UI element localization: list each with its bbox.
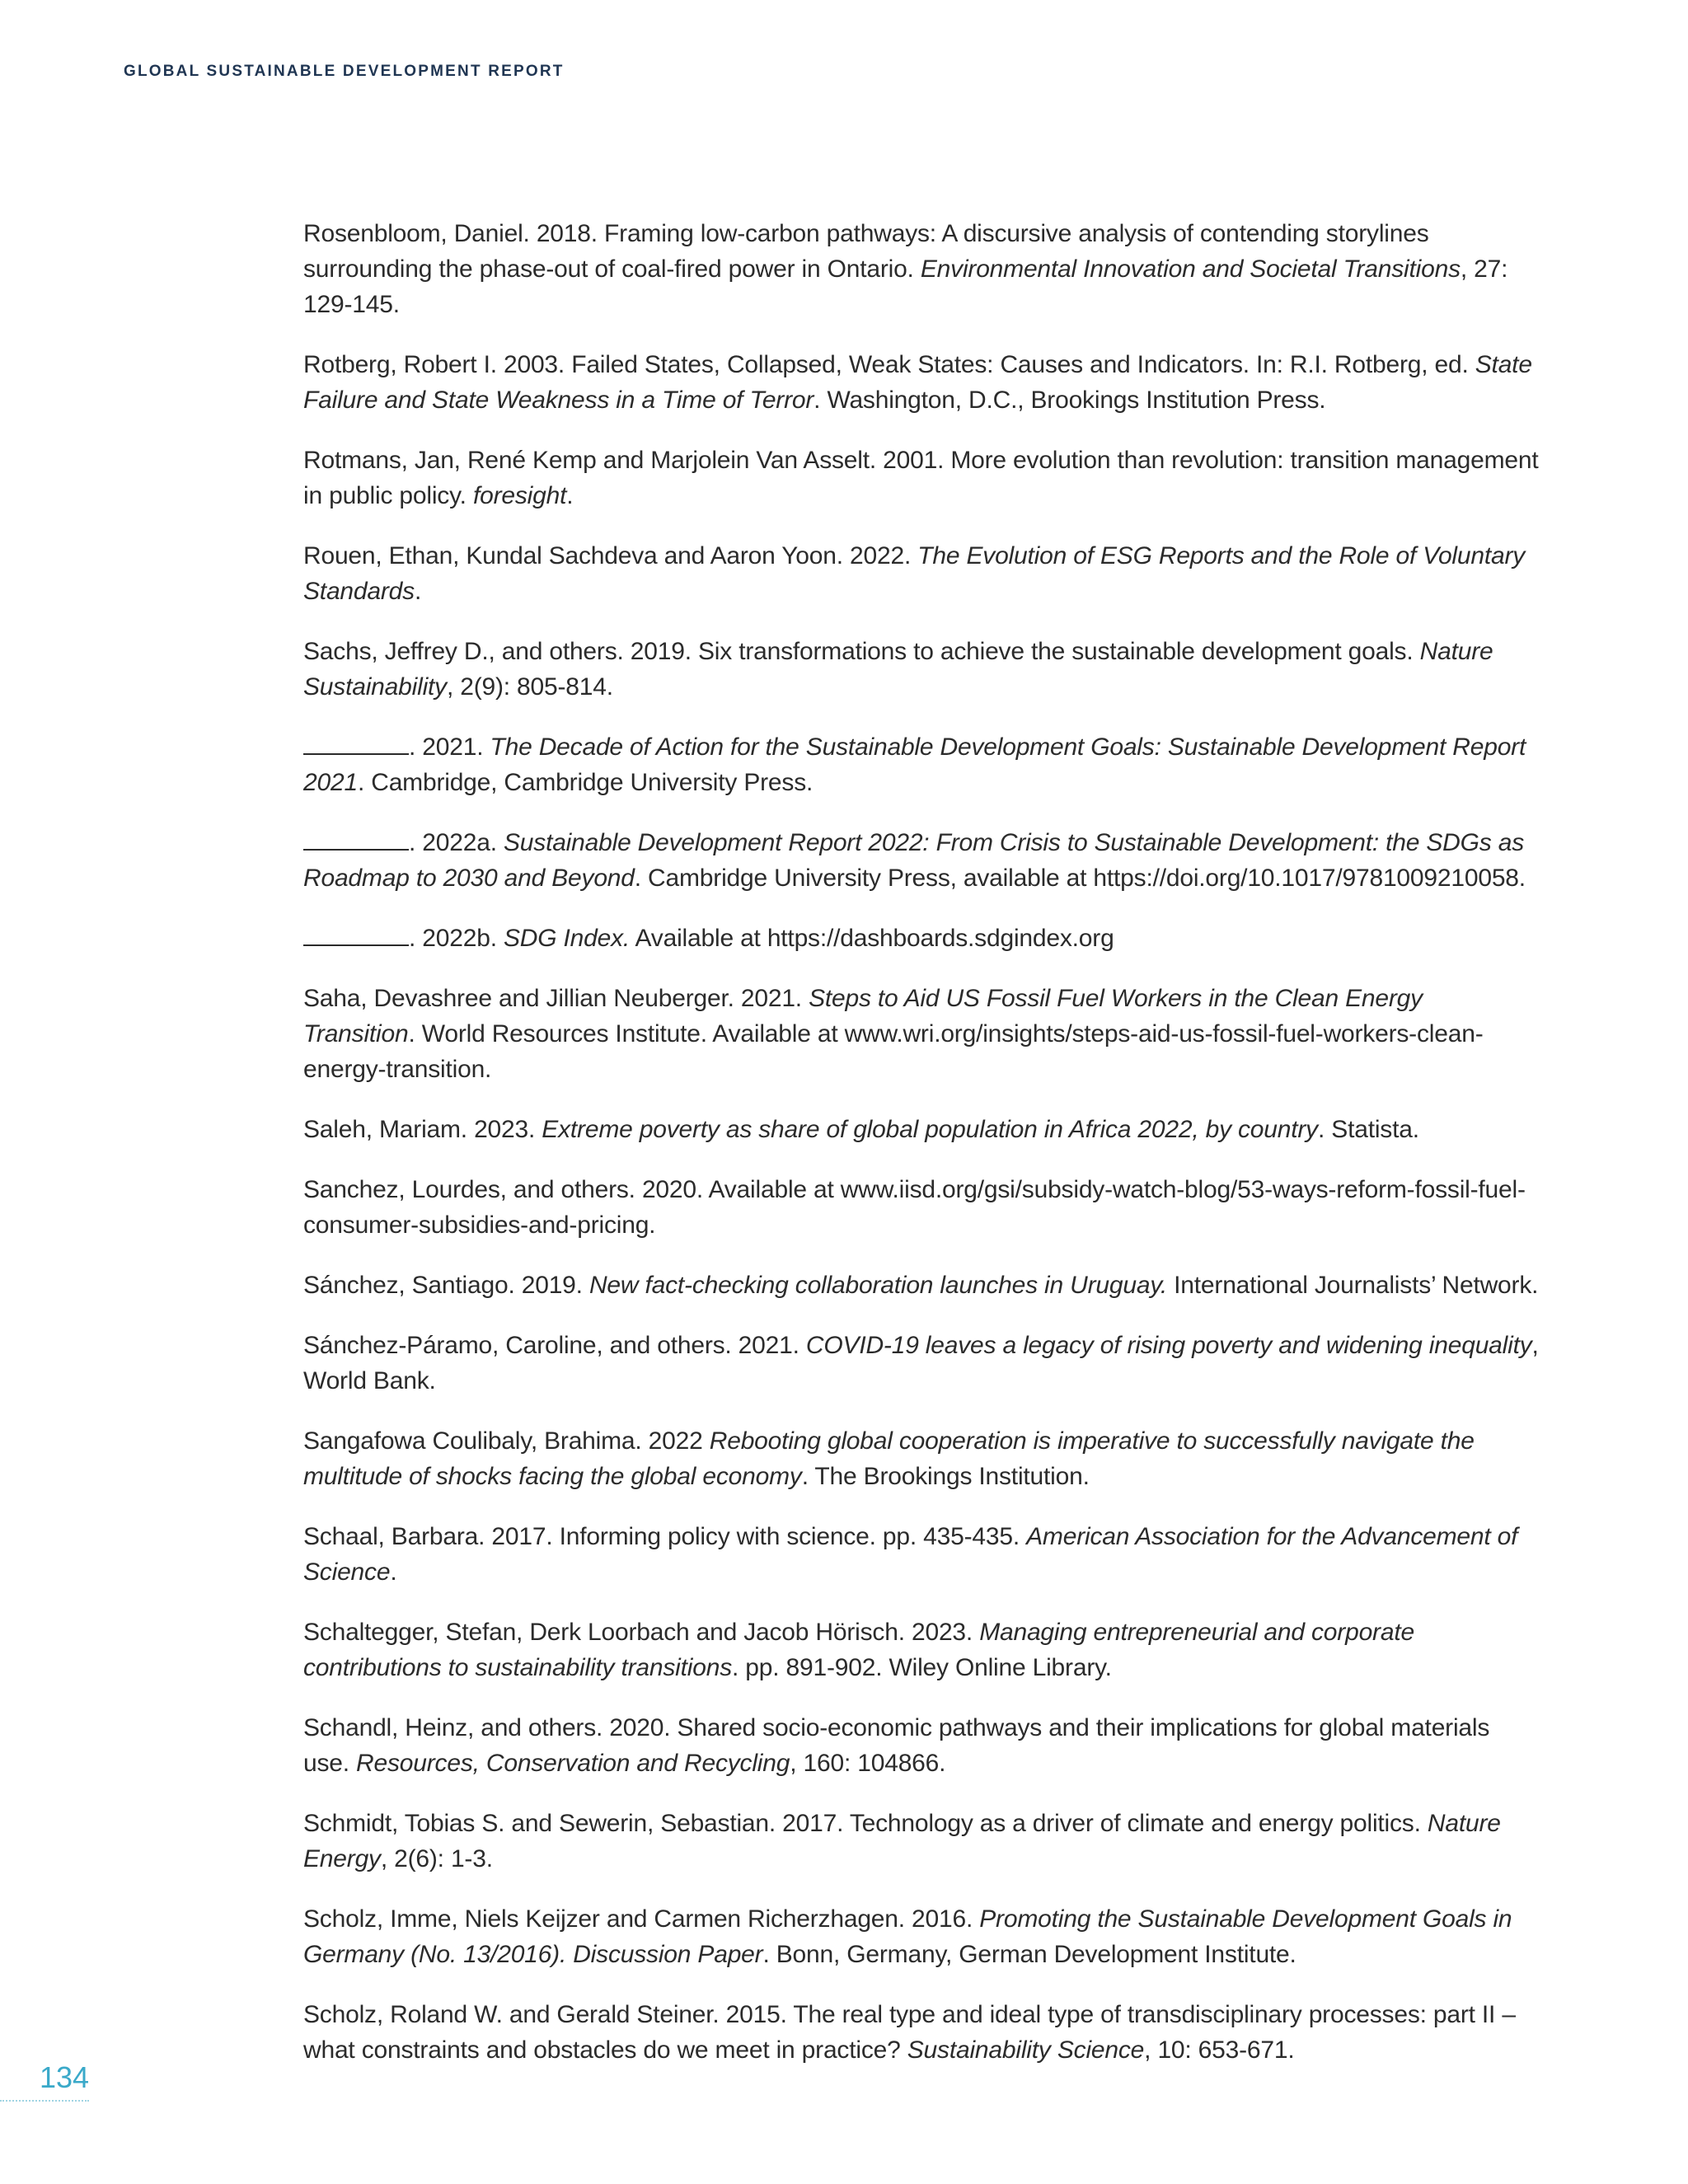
reference-entry [303, 1268, 1540, 1303]
reference-details: , 160: 104866. [790, 1750, 946, 1777]
reference-title: Nature Energy [303, 1810, 1501, 1872]
reference-entry [303, 921, 1540, 956]
reference-text: Rouen, Ethan, Kundal Sachdeva and Aaron Yoon. 2022. [303, 542, 918, 569]
running-header: GLOBAL SUSTAINABLE DEVELOPMENT REPORT [124, 63, 565, 80]
reference-entry [303, 1519, 1540, 1590]
repeat-author-rule [303, 826, 409, 851]
reference-entry [303, 1806, 1540, 1877]
page-number-divider [0, 2100, 89, 2102]
reference-details: . pp. 891-902. Wiley Online Library. [732, 1654, 1112, 1681]
reference-title: The Evolution of ESG Reports and the Role of Voluntary Standards [303, 542, 1526, 605]
reference-entry [303, 538, 1540, 609]
reference-details: , 2(6): 1-3. [380, 1845, 493, 1872]
reference-title: Extreme poverty as share of global population in Africa 2022, by country [542, 1116, 1318, 1143]
reference-title: Managing entrepreneurial and corporate contributions to sustainability transitions [303, 1619, 1414, 1681]
reference-entry [303, 1112, 1540, 1147]
reference-details: . Cambridge, Cambridge University Press. [357, 769, 814, 796]
reference-entry [303, 981, 1540, 1087]
reference-title: Sustainability Science [907, 2036, 1145, 2064]
reference-details: Available at https://dashboards.sdgindex.org [630, 925, 1114, 952]
reference-entry [303, 443, 1540, 513]
reference-details: . Cambridge University Press, available at https://doi.org/10.1017/9781009210058. [634, 865, 1526, 892]
reference-text: Schandl, Heinz, and others. 2020. Shared socio-economic pathways and their implications for global materials use. [303, 1714, 1490, 1777]
reference-text: Saleh, Mariam. 2023. [303, 1116, 542, 1143]
reference-title: Rebooting global cooperation is imperative to successfully navigate the multitude of shocks facing the global economy [303, 1427, 1475, 1490]
reference-title: American Association for the Advancement of Science [303, 1523, 1518, 1586]
reference-details: , 27: 129-145. [303, 255, 1508, 318]
reference-details: , 10: 653-671. [1144, 2036, 1295, 2064]
reference-text: Sanchez, Lourdes, and others. 2020. Available at www.iisd.org/gsi/subsidy-watch-blog/53-ways-reform-fossil-fuel-consumer-subsidies-and-pricing. [303, 1176, 1526, 1239]
reference-entry [303, 1710, 1540, 1781]
reference-details: . The Brookings Institution. [801, 1463, 1090, 1490]
reference-text: Rotberg, Robert I. 2003. Failed States, Collapsed, Weak States: Causes and Indicators. In: R.I. Rotberg, ed. [303, 351, 1475, 378]
reference-entry [303, 1901, 1540, 1972]
repeat-author-rule [303, 921, 409, 946]
reference-text: . 2022a. [409, 829, 504, 856]
reference-title: SDG Index. [503, 925, 631, 952]
reference-title: New fact-checking collaboration launches in Uruguay. [588, 1272, 1168, 1299]
reference-details: . World Resources Institute. Available at www.wri.org/insights/steps-aid-us-fossil-fuel-workers-clean-energy-transition. [303, 1020, 1484, 1083]
reference-title: Nature Sustainability [303, 638, 1493, 701]
reference-text: Scholz, Roland W. and Gerald Steiner. 2015. The real type and ideal type of transdisciplinary processes: part II – what constraints and obstacles do we meet in practice? [303, 2001, 1516, 2064]
reference-text: Rotmans, Jan, René Kemp and Marjolein Van Asselt. 2001. More evolution than revolution: transition management in public policy. [303, 447, 1539, 509]
reference-text: Schaal, Barbara. 2017. Informing policy with science. pp. 435-435. [303, 1523, 1027, 1550]
reference-details: . Washington, D.C., Brookings Institution Press. [814, 387, 1326, 414]
reference-title: State Failure and State Weakness in a Time of Terror [303, 351, 1532, 414]
reference-list [303, 216, 1540, 2093]
reference-title: foresight [472, 482, 567, 509]
repeat-author-rule [303, 730, 409, 755]
reference-entry [303, 1423, 1540, 1494]
reference-title: Sustainable Development Report 2022: From Crisis to Sustainable Development: the SDGs as Roadmap to 2030 and Beyond [303, 829, 1524, 892]
reference-details: . [566, 482, 574, 509]
reference-entry [303, 634, 1540, 705]
reference-details: . [390, 1558, 397, 1586]
reference-text: Schaltegger, Stefan, Derk Loorbach and Jacob Hörisch. 2023. [303, 1619, 980, 1646]
reference-entry [303, 729, 1540, 800]
reference-details: . Statista. [1318, 1116, 1419, 1143]
reference-text: Rosenbloom, Daniel. 2018. Framing low-carbon pathways: A discursive analysis of contending storylines surrounding the phase-out of coal-fired power in Ontario. [303, 220, 1429, 283]
reference-entry [303, 1615, 1540, 1685]
reference-text: Sánchez, Santiago. 2019. [303, 1272, 589, 1299]
reference-title: Resources, Conservation and Recycling [356, 1750, 790, 1777]
reference-title: Environmental Innovation and Societal Transitions [920, 255, 1461, 283]
reference-details: , 2(9): 805-814. [446, 673, 613, 701]
reference-text: Sánchez-Páramo, Caroline, and others. 2021. [303, 1332, 806, 1359]
reference-entry [303, 1328, 1540, 1399]
reference-text: . 2022b. [409, 925, 504, 952]
reference-title: The Decade of Action for the Sustainable Development Goals: Sustainable Development Report 2021 [303, 733, 1526, 796]
reference-details: International Journalists’ Network. [1167, 1272, 1539, 1299]
reference-text: Schmidt, Tobias S. and Sewerin, Sebastian. 2017. Technology as a driver of climate and energy politics. [303, 1810, 1428, 1837]
reference-text: Sachs, Jeffrey D., and others. 2019. Six transformations to achieve the sustainable development goals. [303, 638, 1420, 665]
reference-text: Saha, Devashree and Jillian Neuberger. 2021. [303, 985, 809, 1012]
reference-title: Promoting the Sustainable Development Goals in Germany (No. 13/2016). Discussion Paper [303, 1905, 1512, 1968]
reference-title: Steps to Aid US Fossil Fuel Workers in the Clean Energy Transition [303, 985, 1423, 1047]
reference-entry [303, 347, 1540, 418]
page-number: 134 [40, 2060, 90, 2094]
reference-entry [303, 1997, 1540, 2068]
reference-text: . 2021. [409, 733, 490, 761]
reference-entry [303, 825, 1540, 896]
reference-text: Sangafowa Coulibaly, Brahima. 2022 [303, 1427, 710, 1455]
reference-details: . [414, 578, 422, 605]
reference-title: COVID-19 leaves a legacy of rising poverty and widening inequality [805, 1332, 1532, 1359]
reference-entry [303, 216, 1540, 322]
reference-details: , World Bank. [303, 1332, 1539, 1394]
reference-entry [303, 1172, 1540, 1243]
reference-text: Scholz, Imme, Niels Keijzer and Carmen Richerzhagen. 2016. [303, 1905, 980, 1933]
reference-details: . Bonn, Germany, German Development Institute. [762, 1941, 1296, 1968]
